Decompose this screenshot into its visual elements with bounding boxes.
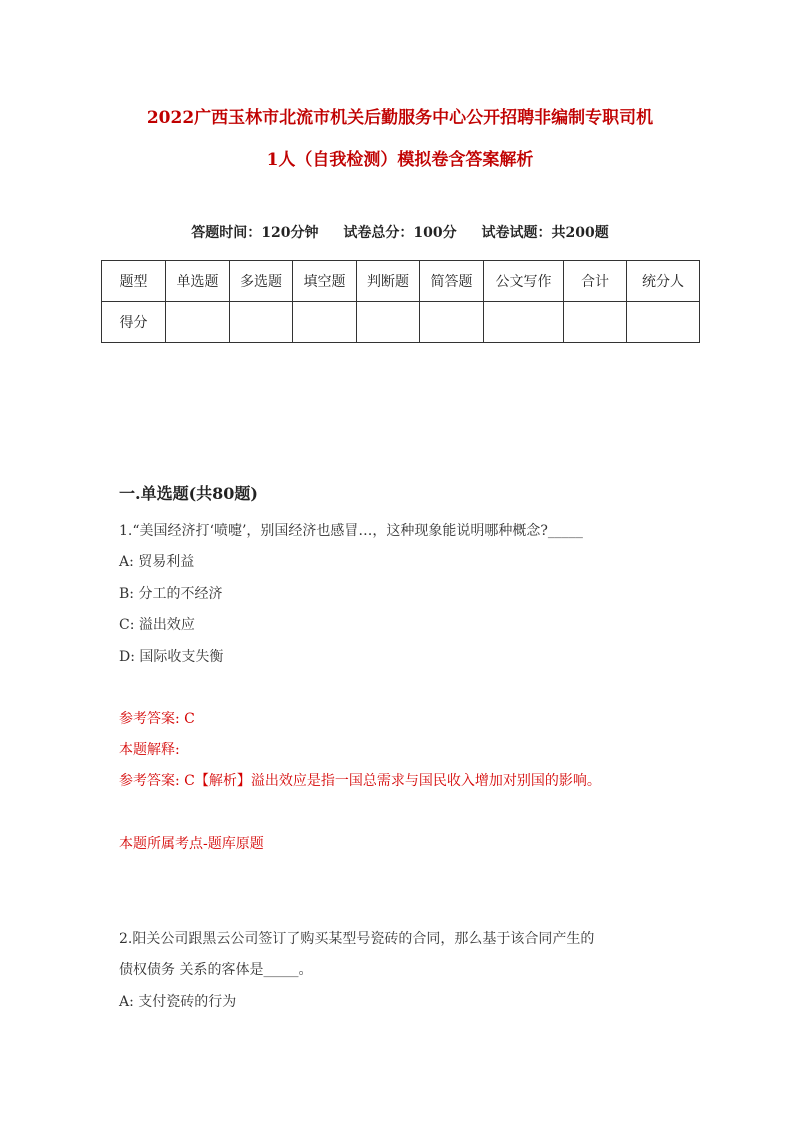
- question-1-option-c: C: 溢出效应: [119, 617, 195, 633]
- header-cell: 题型: [102, 261, 166, 302]
- header-cell: 填空题: [293, 261, 357, 302]
- exam-total-score: 试卷总分：100分: [343, 225, 457, 241]
- header-cell: 合计: [564, 261, 627, 302]
- exam-question-count: 试卷试题：共200题: [481, 225, 609, 241]
- section-title: 一.单选题(共80题): [119, 484, 258, 503]
- question-2-stem-line1: 2.阳关公司跟黑云公司签订了购买某型号瓷砖的合同，那么基于该合同产生的: [119, 931, 595, 947]
- exam-meta: [0, 222, 800, 242]
- score-cell: [420, 302, 484, 343]
- header-cell: 判断题: [357, 261, 420, 302]
- row-label-cell: 得分: [102, 302, 166, 343]
- score-cell: [230, 302, 293, 343]
- score-table-header-row: [102, 261, 700, 302]
- question-1-explain-label: 本题解释:: [119, 742, 180, 758]
- score-cell: [627, 302, 700, 343]
- question-1-option-a: A: 贸易利益: [119, 554, 195, 570]
- exam-time: 答题时间：120分钟: [191, 225, 319, 241]
- question-2-option-a: A: 支付瓷砖的行为: [119, 994, 237, 1010]
- score-cell: [293, 302, 357, 343]
- header-cell: 统分人: [627, 261, 700, 302]
- question-1-option-b: B: 分工的不经济: [119, 586, 223, 602]
- score-table: [101, 260, 700, 343]
- question-1-stem: 1.“美国经济打‘喷嚏’，别国经济也感冒…，这种现象能说明哪种概念?_____: [119, 523, 583, 539]
- score-table-score-row: [102, 302, 700, 343]
- question-1-option-d: D: 国际收支失衡: [119, 649, 224, 665]
- question-2-stem-line2: 债权债务 关系的客体是_____。: [119, 962, 313, 978]
- score-cell: [166, 302, 230, 343]
- document-title-line2: 1人（自我检测）模拟卷含答案解析: [266, 150, 534, 170]
- score-cell: [564, 302, 627, 343]
- question-1-explanation: 参考答案: C【解析】溢出效应是指一国总需求与国民收入增加对别国的影响。: [119, 773, 601, 789]
- header-cell: 单选题: [166, 261, 230, 302]
- question-1-answer: 参考答案: C: [119, 711, 195, 727]
- header-cell: 多选题: [230, 261, 293, 302]
- header-cell: 公文写作: [484, 261, 564, 302]
- score-cell: [484, 302, 564, 343]
- question-1-source: 本题所属考点-题库原题: [119, 836, 264, 852]
- header-cell: 简答题: [420, 261, 484, 302]
- document-title-line1: 2022广西玉林市北流市机关后勤服务中心公开招聘非编制专职司机: [146, 108, 654, 128]
- score-cell: [357, 302, 420, 343]
